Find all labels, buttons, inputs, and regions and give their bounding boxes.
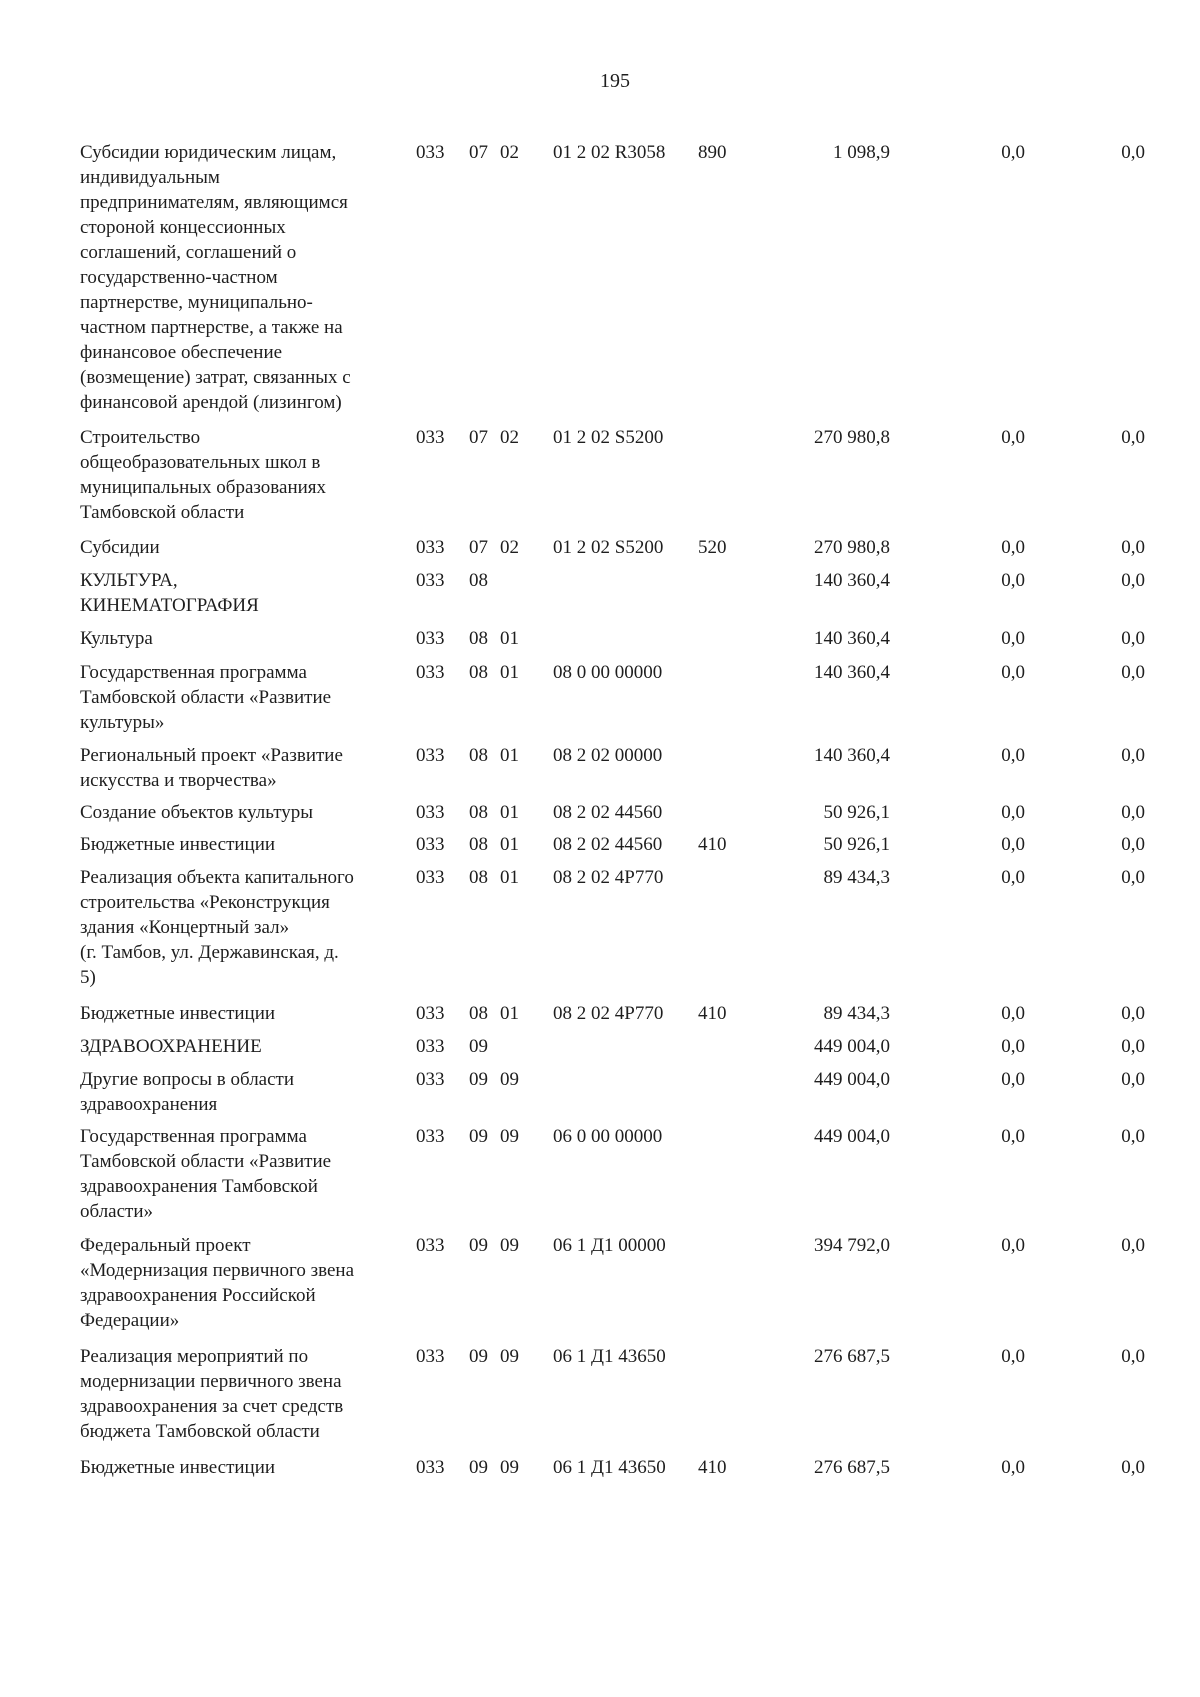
cell-pr: 09 [500, 1069, 519, 1090]
cell-vr: 410 [698, 1457, 727, 1478]
row-name-line: 5) [80, 967, 96, 988]
cell-s1: 270 980,8 [814, 427, 890, 448]
cell-s2: 0,0 [1001, 1235, 1025, 1256]
cell-pr: 09 [500, 1235, 519, 1256]
row-name-line: Субсидии юридическим лицам, [80, 142, 337, 163]
table-row [0, 425, 1200, 523]
cell-csr: 01 2 02 R3058 [553, 142, 666, 163]
cell-s1: 140 360,4 [814, 745, 890, 766]
cell-s3: 0,0 [1121, 1069, 1145, 1090]
cell-s1: 140 360,4 [814, 628, 890, 649]
cell-rz: 08 [469, 834, 488, 855]
cell-s2: 0,0 [1001, 1003, 1025, 1024]
cell-ved: 033 [416, 834, 445, 855]
cell-vr: 410 [698, 834, 727, 855]
cell-ved: 033 [416, 628, 445, 649]
row-name-line: индивидуальным [80, 167, 220, 188]
row-name [80, 1067, 415, 1117]
table-row [0, 1001, 1200, 1024]
row-name-line: строительства «Реконструкция [80, 892, 330, 913]
table-row [0, 140, 1200, 413]
cell-ved: 033 [416, 1457, 445, 1478]
cell-ved: 033 [416, 867, 445, 888]
cell-pr: 01 [500, 834, 519, 855]
row-name-line: Бюджетные инвестиции [80, 1003, 276, 1024]
row-name [80, 1001, 415, 1026]
row-name-line: здравоохранения Тамбовской [80, 1176, 318, 1197]
cell-csr: 06 1 Д1 43650 [553, 1457, 666, 1478]
cell-csr: 08 2 02 44560 [553, 802, 663, 823]
row-name [80, 743, 415, 793]
row-name-line: партнерстве, муниципально- [80, 292, 313, 313]
cell-s1: 89 434,3 [823, 1003, 890, 1024]
cell-s1: 140 360,4 [814, 662, 890, 683]
cell-s1: 394 792,0 [814, 1235, 890, 1256]
cell-s1: 270 980,8 [814, 537, 890, 558]
cell-s3: 0,0 [1121, 1036, 1145, 1057]
row-name [80, 832, 415, 857]
row-name-line: Тамбовской области «Развитие [80, 1151, 332, 1172]
row-name-line: частном партнерстве, а также на [80, 317, 343, 338]
row-name [80, 660, 415, 735]
cell-pr: 09 [500, 1457, 519, 1478]
cell-s3: 0,0 [1121, 427, 1145, 448]
cell-s2: 0,0 [1001, 1346, 1025, 1367]
cell-s3: 0,0 [1121, 142, 1145, 163]
cell-s2: 0,0 [1001, 537, 1025, 558]
cell-ved: 033 [416, 570, 445, 591]
row-name-line: Тамбовской области «Развитие [80, 687, 332, 708]
cell-pr: 09 [500, 1346, 519, 1367]
cell-ved: 033 [416, 802, 445, 823]
row-name [80, 1344, 415, 1444]
cell-csr: 08 2 02 4P770 [553, 1003, 664, 1024]
row-name-line: здравоохранения за счет средств [80, 1396, 344, 1417]
row-name-line: общеобразовательных школ в [80, 452, 321, 473]
cell-ved: 033 [416, 427, 445, 448]
row-name-line: (возмещение) затрат, связанных с [80, 367, 351, 388]
cell-s3: 0,0 [1121, 867, 1145, 888]
row-name-line: Создание объектов культуры [80, 802, 314, 823]
cell-rz: 07 [469, 537, 488, 558]
cell-pr: 02 [500, 427, 519, 448]
row-name [80, 1233, 415, 1333]
cell-s2: 0,0 [1001, 662, 1025, 683]
cell-csr: 08 2 02 00000 [553, 745, 663, 766]
row-name-line: Субсидии [80, 537, 160, 558]
row-name [80, 568, 415, 618]
table-row [0, 1034, 1200, 1057]
cell-s1: 140 360,4 [814, 570, 890, 591]
cell-s3: 0,0 [1121, 1457, 1145, 1478]
row-name-line: ЗДРАВООХРАНЕНИЕ [80, 1036, 262, 1057]
table-row [0, 865, 1200, 988]
cell-s3: 0,0 [1121, 1003, 1145, 1024]
row-name-line: Реализация объекта капитального [80, 867, 354, 888]
cell-ved: 033 [416, 537, 445, 558]
table-row [0, 1233, 1200, 1331]
cell-s2: 0,0 [1001, 745, 1025, 766]
cell-s1: 1 098,9 [833, 142, 890, 163]
table-row [0, 535, 1200, 558]
cell-s3: 0,0 [1121, 834, 1145, 855]
cell-rz: 07 [469, 427, 488, 448]
cell-rz: 08 [469, 867, 488, 888]
row-name-line: Бюджетные инвестиции [80, 834, 276, 855]
row-name [80, 535, 415, 560]
row-name-line: Реализация мероприятий по [80, 1346, 309, 1367]
row-name-line: Строительство [80, 427, 201, 448]
cell-pr: 01 [500, 662, 519, 683]
cell-ved: 033 [416, 1346, 445, 1367]
row-name-line: бюджета Тамбовской области [80, 1421, 320, 1442]
cell-ved: 033 [416, 745, 445, 766]
row-name-line: соглашений, соглашений о [80, 242, 297, 263]
table-row [0, 568, 1200, 616]
cell-ved: 033 [416, 662, 445, 683]
cell-s1: 449 004,0 [814, 1126, 890, 1147]
cell-vr: 890 [698, 142, 727, 163]
row-name-line: здания «Концертный зал» [80, 917, 290, 938]
cell-rz: 07 [469, 142, 488, 163]
row-name-line: Федеральный проект [80, 1235, 251, 1256]
cell-csr: 06 1 Д1 43650 [553, 1346, 666, 1367]
row-name-line: области» [80, 1201, 154, 1222]
cell-pr: 01 [500, 802, 519, 823]
row-name [80, 1034, 415, 1059]
cell-s1: 50 926,1 [823, 802, 890, 823]
cell-csr: 01 2 02 S5200 [553, 537, 664, 558]
row-name-line: «Модернизация первичного звена [80, 1260, 355, 1281]
cell-pr: 01 [500, 867, 519, 888]
row-name [80, 140, 415, 415]
cell-s2: 0,0 [1001, 628, 1025, 649]
cell-pr: 09 [500, 1126, 519, 1147]
cell-rz: 09 [469, 1346, 488, 1367]
cell-rz: 08 [469, 1003, 488, 1024]
cell-vr: 520 [698, 537, 727, 558]
table-row [0, 660, 1200, 733]
cell-s3: 0,0 [1121, 1235, 1145, 1256]
cell-rz: 08 [469, 570, 488, 591]
cell-rz: 08 [469, 745, 488, 766]
cell-s1: 449 004,0 [814, 1069, 890, 1090]
table-row [0, 800, 1200, 823]
cell-s2: 0,0 [1001, 570, 1025, 591]
table-row [0, 743, 1200, 791]
table-row [0, 1124, 1200, 1222]
cell-s3: 0,0 [1121, 1126, 1145, 1147]
table-row [0, 832, 1200, 855]
row-name-line: стороной концессионных [80, 217, 286, 238]
row-name-line: (г. Тамбов, ул. Державинская, д. [80, 942, 339, 963]
row-name-line: Региональный проект «Развитие [80, 745, 343, 766]
cell-s1: 50 926,1 [823, 834, 890, 855]
cell-s3: 0,0 [1121, 1346, 1145, 1367]
row-name-line: Тамбовской области [80, 502, 245, 523]
page-number: 195 [600, 70, 630, 92]
cell-s2: 0,0 [1001, 427, 1025, 448]
row-name [80, 1124, 415, 1224]
cell-rz: 09 [469, 1069, 488, 1090]
cell-csr: 08 2 02 4P770 [553, 867, 664, 888]
row-name-line: КИНЕМАТОГРАФИЯ [80, 595, 259, 616]
cell-ved: 033 [416, 1036, 445, 1057]
table-row [0, 626, 1200, 649]
cell-csr: 06 0 00 00000 [553, 1126, 663, 1147]
cell-csr: 06 1 Д1 00000 [553, 1235, 666, 1256]
cell-s2: 0,0 [1001, 1457, 1025, 1478]
cell-rz: 09 [469, 1235, 488, 1256]
cell-rz: 08 [469, 628, 488, 649]
cell-rz: 08 [469, 802, 488, 823]
row-name-line: КУЛЬТУРА, [80, 570, 178, 591]
cell-s3: 0,0 [1121, 570, 1145, 591]
cell-pr: 02 [500, 142, 519, 163]
row-name-line: финансовое обеспечение [80, 342, 283, 363]
row-name-line: культуры» [80, 712, 165, 733]
cell-csr: 08 2 02 44560 [553, 834, 663, 855]
cell-s3: 0,0 [1121, 537, 1145, 558]
row-name-line: предпринимателям, являющимся [80, 192, 348, 213]
cell-s2: 0,0 [1001, 834, 1025, 855]
cell-s2: 0,0 [1001, 1069, 1025, 1090]
cell-s2: 0,0 [1001, 1126, 1025, 1147]
table-row [0, 1455, 1200, 1478]
row-name-line: муниципальных образованиях [80, 477, 327, 498]
row-name [80, 626, 415, 651]
row-name-line: модернизации первичного звена [80, 1371, 342, 1392]
row-name-line: Бюджетные инвестиции [80, 1457, 276, 1478]
table-row [0, 1344, 1200, 1442]
table-row [0, 1067, 1200, 1115]
cell-s3: 0,0 [1121, 745, 1145, 766]
cell-rz: 09 [469, 1457, 488, 1478]
row-name-line: Государственная программа [80, 662, 307, 683]
cell-csr: 01 2 02 S5200 [553, 427, 664, 448]
row-name [80, 1455, 415, 1480]
row-name-line: здравоохранения [80, 1094, 218, 1115]
cell-rz: 09 [469, 1036, 488, 1057]
row-name-line: Федерации» [80, 1310, 180, 1331]
row-name-line: финансовой арендой (лизингом) [80, 392, 342, 413]
row-name-line: искусства и творчества» [80, 770, 277, 791]
cell-s3: 0,0 [1121, 628, 1145, 649]
cell-s1: 449 004,0 [814, 1036, 890, 1057]
row-name-line: Другие вопросы в области [80, 1069, 295, 1090]
cell-ved: 033 [416, 1069, 445, 1090]
cell-pr: 01 [500, 1003, 519, 1024]
cell-csr: 08 0 00 00000 [553, 662, 663, 683]
cell-ved: 033 [416, 1003, 445, 1024]
cell-pr: 01 [500, 628, 519, 649]
row-name [80, 865, 415, 990]
row-name-line: здравоохранения Российской [80, 1285, 316, 1306]
row-name-line: государственно-частном [80, 267, 278, 288]
cell-s2: 0,0 [1001, 802, 1025, 823]
cell-rz: 09 [469, 1126, 488, 1147]
cell-s1: 276 687,5 [814, 1346, 890, 1367]
cell-s2: 0,0 [1001, 1036, 1025, 1057]
cell-vr: 410 [698, 1003, 727, 1024]
row-name [80, 425, 415, 525]
cell-s1: 276 687,5 [814, 1457, 890, 1478]
row-name [80, 800, 415, 825]
cell-ved: 033 [416, 1126, 445, 1147]
cell-s3: 0,0 [1121, 662, 1145, 683]
cell-pr: 02 [500, 537, 519, 558]
cell-ved: 033 [416, 142, 445, 163]
cell-rz: 08 [469, 662, 488, 683]
cell-s2: 0,0 [1001, 142, 1025, 163]
cell-pr: 01 [500, 745, 519, 766]
cell-s2: 0,0 [1001, 867, 1025, 888]
cell-s3: 0,0 [1121, 802, 1145, 823]
row-name-line: Культура [80, 628, 153, 649]
row-name-line: Государственная программа [80, 1126, 307, 1147]
cell-ved: 033 [416, 1235, 445, 1256]
cell-s1: 89 434,3 [823, 867, 890, 888]
